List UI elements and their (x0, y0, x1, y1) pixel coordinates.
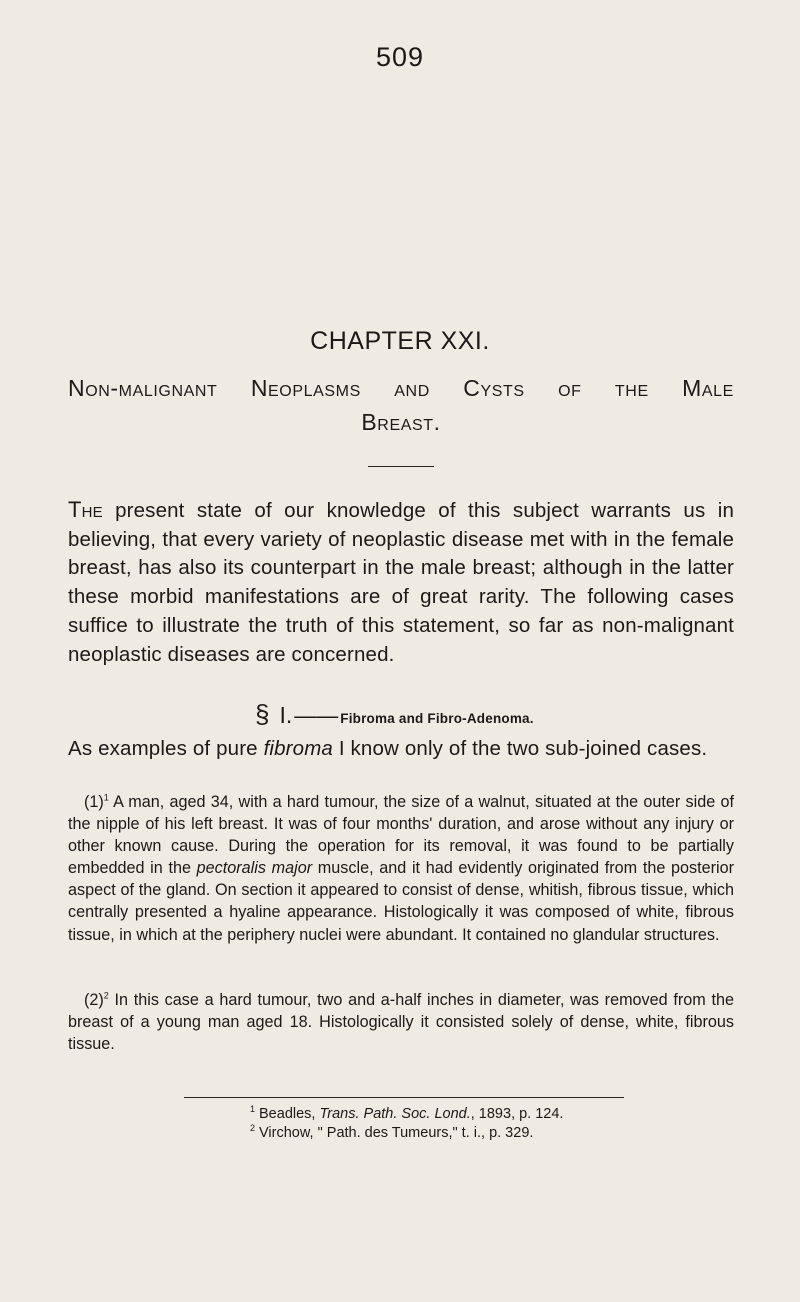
title-divider (368, 466, 434, 467)
case-paragraph-2 (68, 989, 734, 1055)
section-intro-text: As examples of pure (68, 737, 264, 760)
section-intro-text-end: I know only of the two sub-joined cases. (333, 737, 708, 760)
chapter-heading: CHAPTER XXI. (310, 327, 490, 355)
case-label: (1) (84, 793, 104, 811)
page-number: 509 (375, 42, 425, 72)
chapter-title-word: Male (682, 375, 734, 401)
chapter-title-word: and (394, 375, 430, 401)
chapter-title-word: Neoplasms (250, 375, 361, 401)
case-italic-term: pectoralis major (196, 859, 313, 878)
section-number: I. (279, 702, 293, 728)
footnote-divider (184, 1097, 624, 1098)
footnotes (250, 1105, 563, 1143)
section-intro-italic: fibroma (263, 737, 333, 760)
section-heading (255, 699, 534, 730)
footnote-author: Beadles, (259, 1106, 316, 1122)
chapter-title-line-2: Breast. (361, 409, 441, 435)
footnote-details: " Path. des Tumeurs," t. i., p. 329. (313, 1125, 534, 1141)
footnote-details: , 1893, p. 124. (470, 1106, 564, 1122)
footnote-mark: 1 (250, 1104, 256, 1115)
intro-lead-word: The (68, 497, 103, 522)
case-text: A man, aged 34, with a hard tumour, the size of a walnut, situated at the outer side of the nipple of his left breast. It was of four months' duration, and arose without any injury or other known cause. During the operation for its removal, it was found to be partially embedded in the (68, 793, 734, 878)
case-text: In this case a hard tumour, two and a-half inches in diameter, was removed from the breast of a young man aged 18. Histologically it consisted solely of dense, white, fibrous tissue. (68, 991, 734, 1054)
case-paragraph-1 (68, 791, 734, 946)
chapter-title-word: the (614, 375, 649, 401)
footnote-1 (250, 1105, 563, 1124)
case-label: (2) (84, 991, 104, 1009)
section-dash: —— (294, 703, 339, 728)
chapter-title-line-1 (68, 371, 734, 405)
section-title: Fibroma and Fibro-Adenoma. (340, 711, 534, 726)
intro-text: present state of our knowledge of this subject warrants us in believing, that every variety of neoplastic disease met with in the female breast, has also its counterpart in the male breast; although in the latter these morbid manifestations are of great rarity. The following cases suffice to illustrate the truth of this statement, so far as non-malignant neoplastic diseases are concerned. (68, 499, 734, 666)
footnote-mark: 2 (250, 1123, 256, 1134)
section-symbol: § (255, 699, 270, 729)
chapter-title-word: of (558, 375, 582, 401)
chapter-title (68, 371, 734, 439)
footnote-journal: Trans. Path. Soc. Lond. (319, 1106, 471, 1122)
footnote-ref: 2 (103, 990, 109, 1001)
section-intro-paragraph (68, 735, 734, 764)
footnote-2 (250, 1124, 563, 1143)
footnote-ref: 1 (103, 792, 109, 803)
chapter-title-word: Non-malignant (68, 375, 218, 401)
case-text-end: muscle, and it had evidently originated from the posterior aspect of the gland. On section it appeared to consist of dense, whitish, fibrous tissue, which centrally presented a hyaline appearance. Histologically it was composed of white, fibrous tissue, in which at the periphery nuclei were abundant. It contained no glandular structures. (68, 859, 735, 944)
chapter-title-word: Cysts (463, 375, 525, 401)
footnote-author: Virchow, (259, 1125, 314, 1141)
intro-paragraph (68, 496, 734, 669)
